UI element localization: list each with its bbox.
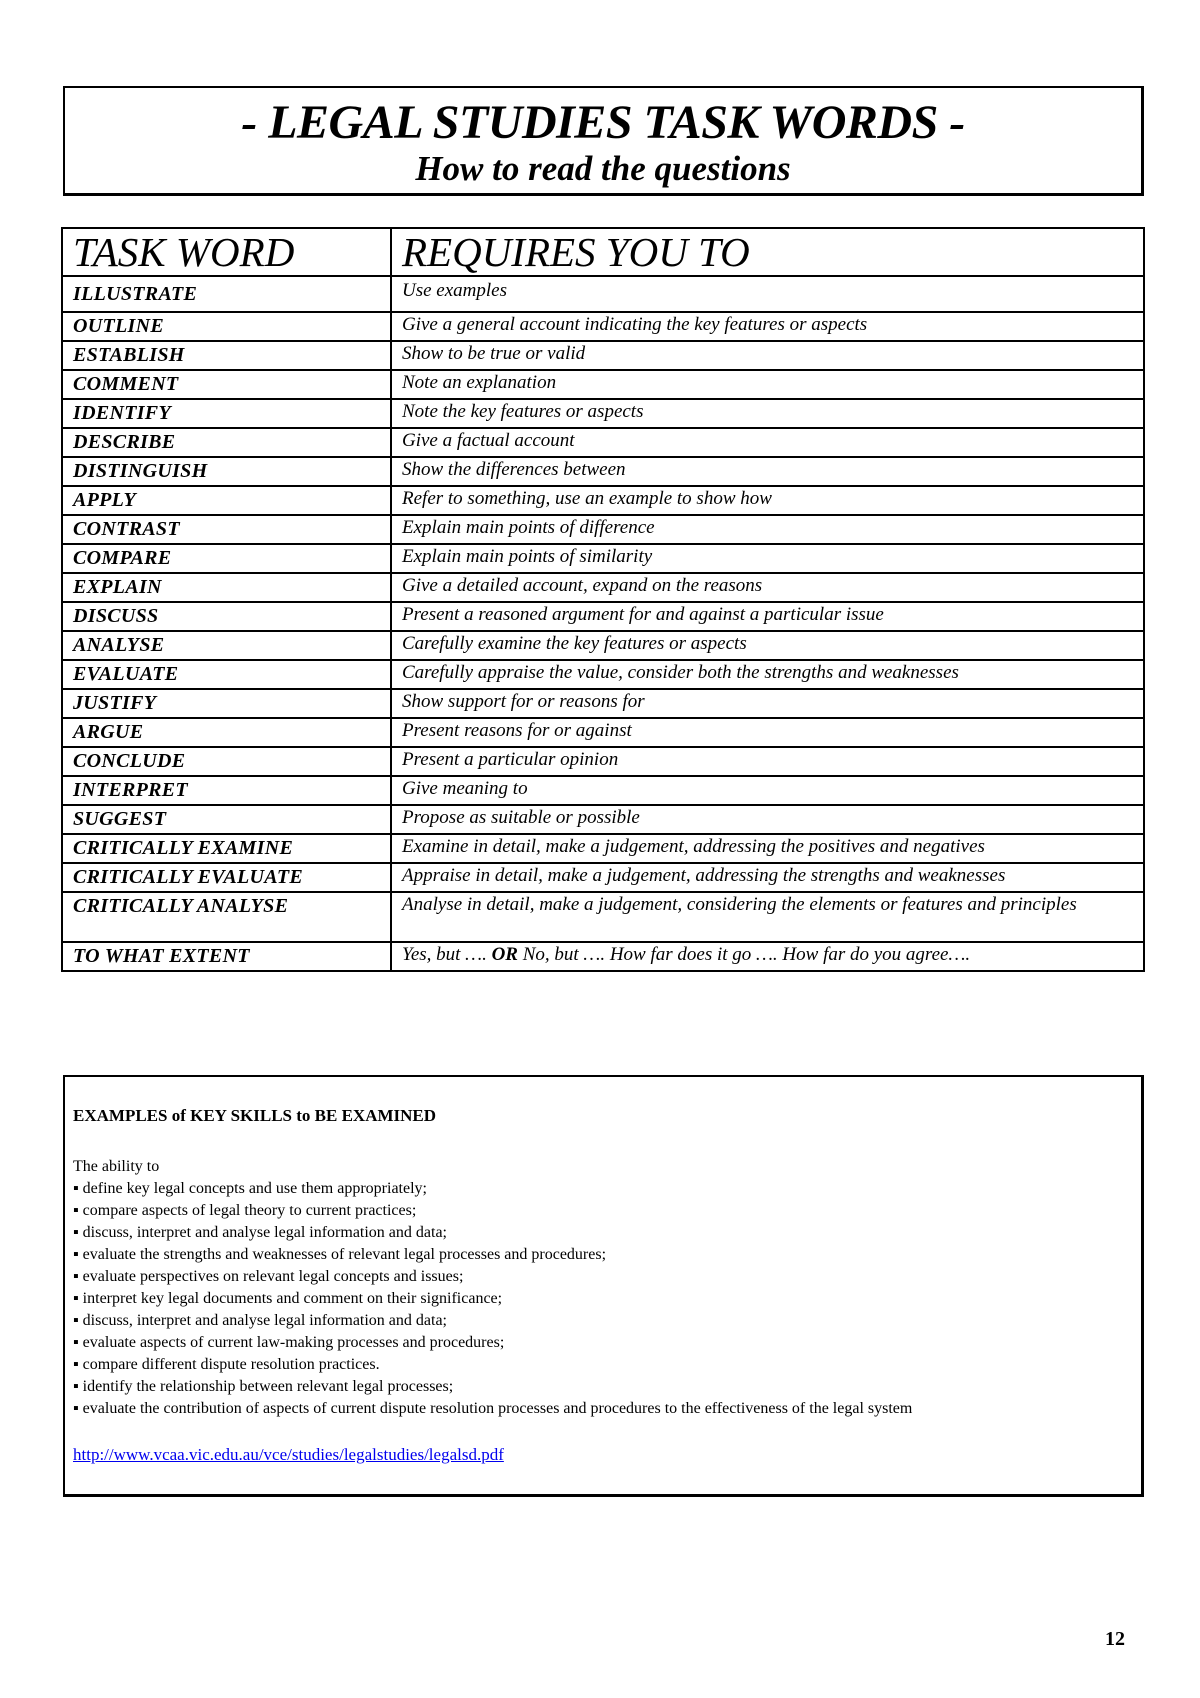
table-row xyxy=(62,515,1144,544)
task-words-table xyxy=(61,227,1145,972)
table-row xyxy=(62,573,1144,602)
key-skills-box xyxy=(63,1075,1144,1497)
task-definition: Show support for or reasons for xyxy=(391,689,1144,718)
table-row xyxy=(62,747,1144,776)
task-definition: Note the key features or aspects xyxy=(391,399,1144,428)
table-row xyxy=(62,399,1144,428)
definition-part: Yes, but …. xyxy=(402,944,492,965)
task-word: COMPARE xyxy=(62,544,391,573)
table-header-row xyxy=(62,228,1144,276)
task-word: IDENTIFY xyxy=(62,399,391,428)
definition-or: OR xyxy=(491,944,518,965)
table-row xyxy=(62,486,1144,515)
task-definition: Give meaning to xyxy=(391,776,1144,805)
title-box xyxy=(63,86,1144,196)
skill-item: ▪ evaluate perspectives on relevant legal concepts and issues; xyxy=(73,1266,1133,1288)
task-definition: Give a general account indicating the key features or aspects xyxy=(391,312,1144,341)
table-row xyxy=(62,718,1144,747)
task-definition: Note an explanation xyxy=(391,370,1144,399)
task-word: ILLUSTRATE xyxy=(62,276,391,312)
skill-item: ▪ compare different dispute resolution practices. xyxy=(73,1354,1133,1376)
task-word: ESTABLISH xyxy=(62,341,391,370)
task-word: CONTRAST xyxy=(62,515,391,544)
task-definition: Present reasons for or against xyxy=(391,718,1144,747)
task-definition: Show the differences between xyxy=(391,457,1144,486)
page-number: 12 xyxy=(1105,1628,1125,1650)
table-row xyxy=(62,660,1144,689)
table-row xyxy=(62,312,1144,341)
task-definition: Explain main points of similarity xyxy=(391,544,1144,573)
skills-intro: The ability to xyxy=(73,1158,160,1175)
skill-item: ▪ discuss, interpret and analyse legal information and data; xyxy=(73,1222,1133,1244)
task-definition: Propose as suitable or possible xyxy=(391,805,1144,834)
task-definition: Refer to something, use an example to show how xyxy=(391,486,1144,515)
task-word: DESCRIBE xyxy=(62,428,391,457)
page-title: - LEGAL STUDIES TASK WORDS - xyxy=(241,96,965,149)
table-row xyxy=(62,863,1144,892)
task-definition: Present a reasoned argument for and against a particular issue xyxy=(391,602,1144,631)
table-row xyxy=(62,942,1144,971)
task-definition: Carefully appraise the value, consider both the strengths and weaknesses xyxy=(391,660,1144,689)
skill-item: ▪ discuss, interpret and analyse legal information and data; xyxy=(73,1310,1133,1332)
task-definition: Explain main points of difference xyxy=(391,515,1144,544)
skill-item: ▪ evaluate the strengths and weaknesses of relevant legal processes and procedures; xyxy=(73,1244,1133,1266)
task-word: EXPLAIN xyxy=(62,573,391,602)
vcaa-link[interactable]: http://www.vcaa.vic.edu.au/vce/studies/legalstudies/legalsd.pdf xyxy=(73,1445,504,1464)
skill-item: ▪ interpret key legal documents and comment on their significance; xyxy=(73,1288,1133,1310)
table-row xyxy=(62,689,1144,718)
table-row xyxy=(62,834,1144,863)
table-row xyxy=(62,370,1144,399)
task-word: ANALYSE xyxy=(62,631,391,660)
skill-item: ▪ define key legal concepts and use them appropriately; xyxy=(73,1178,1133,1200)
skill-item: ▪ compare aspects of legal theory to current practices; xyxy=(73,1200,1133,1222)
skill-item: ▪ identify the relationship between relevant legal processes; xyxy=(73,1376,1133,1398)
task-word: JUSTIFY xyxy=(62,689,391,718)
table-row xyxy=(62,602,1144,631)
task-definition: Give a detailed account, expand on the reasons xyxy=(391,573,1144,602)
task-definition: Show to be true or valid xyxy=(391,341,1144,370)
task-word: TO WHAT EXTENT xyxy=(62,942,391,971)
column-header-requires-you-to: REQUIRES YOU TO xyxy=(391,228,1144,276)
table-row xyxy=(62,457,1144,486)
task-definition: Analyse in detail, make a judgement, considering the elements or features and principles xyxy=(391,892,1144,942)
task-word: DISCUSS xyxy=(62,602,391,631)
skills-list xyxy=(73,1178,1133,1420)
table-row xyxy=(62,805,1144,834)
task-word: EVALUATE xyxy=(62,660,391,689)
task-word: CRITICALLY ANALYSE xyxy=(62,892,391,942)
table-row xyxy=(62,276,1144,312)
task-word: SUGGEST xyxy=(62,805,391,834)
task-word: INTERPRET xyxy=(62,776,391,805)
task-word: ARGUE xyxy=(62,718,391,747)
column-header-task-word: TASK WORD xyxy=(62,228,391,276)
table-row xyxy=(62,428,1144,457)
table-row xyxy=(62,544,1144,573)
skills-heading: EXAMPLES of KEY SKILLS to BE EXAMINED xyxy=(73,1106,437,1125)
task-word: OUTLINE xyxy=(62,312,391,341)
task-words-body xyxy=(62,276,1144,971)
skill-item: ▪ evaluate aspects of current law-making processes and procedures; xyxy=(73,1332,1133,1354)
task-definition: Examine in detail, make a judgement, addressing the positives and negatives xyxy=(391,834,1144,863)
task-word: CRITICALLY EVALUATE xyxy=(62,863,391,892)
table-row xyxy=(62,631,1144,660)
task-definition: Appraise in detail, make a judgement, addressing the strengths and weaknesses xyxy=(391,863,1144,892)
task-definition: Use examples xyxy=(391,276,1144,312)
task-definition: Present a particular opinion xyxy=(391,747,1144,776)
task-word: DISTINGUISH xyxy=(62,457,391,486)
task-word: APPLY xyxy=(62,486,391,515)
table-row xyxy=(62,341,1144,370)
task-definition xyxy=(391,942,1144,971)
definition-part: No, but …. How far does it go …. How far do you agree…. xyxy=(517,944,971,965)
task-definition: Give a factual account xyxy=(391,428,1144,457)
task-word: CRITICALLY EXAMINE xyxy=(62,834,391,863)
task-word: CONCLUDE xyxy=(62,747,391,776)
page-subtitle: How to read the questions xyxy=(415,149,791,188)
task-definition: Carefully examine the key features or aspects xyxy=(391,631,1144,660)
task-word: COMMENT xyxy=(62,370,391,399)
skill-item: ▪ evaluate the contribution of aspects of current dispute resolution processes and procedures to the effectiveness of the legal system xyxy=(73,1398,1133,1420)
table-row xyxy=(62,776,1144,805)
table-row xyxy=(62,892,1144,942)
